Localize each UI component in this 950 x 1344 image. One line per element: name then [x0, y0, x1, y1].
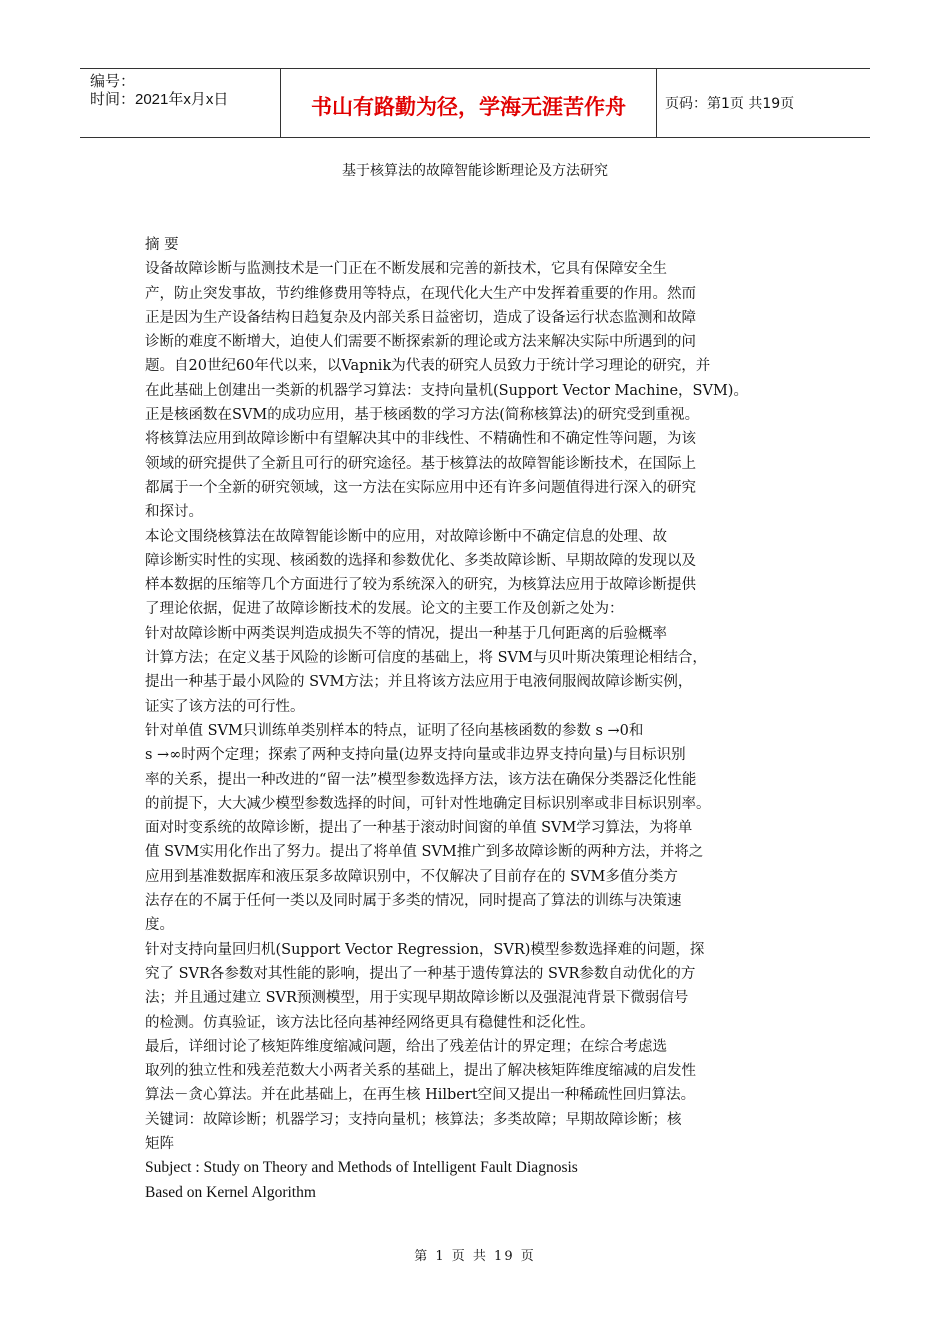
- body-line: 题。自20世纪60年代以来，以Vapnik为代表的研究人员致力于统计学习理论的研究，并: [145, 358, 711, 375]
- body-line: 最后，详细讨论了核矩阵维度缩减问题，给出了残差估计的界定理；在综合考虑选: [145, 1038, 667, 1055]
- abstract-heading: 摘 要: [145, 237, 179, 253]
- body-line: 样本数据的压缩等几个方面进行了较为系统深入的研究，为核算法应用于故障诊断提供: [145, 577, 696, 594]
- header-divider-right: [656, 69, 657, 137]
- body-line: 法；并且通过建立 SVR预测模型，用于实现早期故障诊断以及强混沌背景下微弱信号: [145, 990, 689, 1007]
- document-title: 基于核算法的故障智能诊断理论及方法研究: [342, 163, 608, 179]
- keywords-line: 矩阵: [145, 1135, 174, 1152]
- body-line: 算法－贪心算法。并在此基础上，在再生核 Hilbert空间又提出一种稀疏性回归算法。: [145, 1087, 696, 1104]
- body-line: 率的关系，提出一种改进的“留一法”模型参数选择方法，该方法在确保分类器泛化性能: [145, 771, 697, 788]
- body-line: 和探讨。: [145, 504, 203, 521]
- body-line: 证实了该方法的可行性。: [145, 698, 305, 715]
- body-line: 的检测。仿真验证，该方法比径向基神经网络更具有稳健性和泛化性。: [145, 1014, 595, 1031]
- keywords-line: 关键词：故障诊断；机器学习；支持向量机；核算法；多类故障；早期故障诊断；核: [145, 1111, 682, 1128]
- body-line: 正是因为生产设备结构日趋复杂及内部关系日益密切，造成了设备运行状态监测和故障: [145, 309, 696, 326]
- page-footer: 第 1 页 共 19 页: [414, 1249, 536, 1264]
- body-line: 正是核函数在SVM的成功应用，基于核函数的学习方法(简称核算法)的研究受到重视。: [145, 407, 700, 424]
- body-line: 在此基础上创建出一类新的机器学习算法：支持向量机(Support Vector Machine，SVM)。: [145, 382, 748, 399]
- body-line: 障诊断实时性的实现、核函数的选择和参数优化、多类故障诊断、早期故障的发现以及: [145, 552, 696, 569]
- body-line: 法存在的不属于任何一类以及同时属于多类的情况，同时提高了算法的训练与决策速: [145, 893, 682, 910]
- body-line: 应用到基准数据库和液压泵多故障识别中，不仅解决了目前存在的 SVM多值分类方: [145, 868, 678, 885]
- body-line: 值 SVM实用化作出了努力。提出了将单值 SVM推广到多故障诊断的两种方法，并将之: [145, 844, 704, 861]
- body-line: 本论文围绕核算法在故障智能诊断中的应用，对故障诊断中不确定信息的处理、故: [145, 528, 667, 545]
- english-subject-line: Subject : Study on Theory and Methods of Intelligent Fault Diagnosis: [145, 1159, 578, 1177]
- body-line: 了理论依据，促进了故障诊断技术的发展。论文的主要工作及创新之处为：: [145, 601, 624, 618]
- body-line: 计算方法；在定义基于风险的诊断可信度的基础上，将 SVM与贝叶斯决策理论相结合，: [145, 650, 707, 667]
- page-header: [80, 68, 870, 138]
- body-line: 设备故障诊断与监测技术是一门正在不断发展和完善的新技术，它具有保障安全生: [145, 261, 667, 278]
- body-line: 都属于一个全新的研究领域，这一方法在实际应用中还有许多问题值得进行深入的研究: [145, 479, 696, 496]
- header-meta: [90, 73, 280, 109]
- body-line: 的前提下，大大减少模型参数选择的时间，可针对性地确定目标识别率或非目标识别率。: [145, 795, 711, 812]
- header-time: 时间：2021年x月x日: [90, 91, 229, 108]
- document-body: [145, 233, 810, 1205]
- body-line: 领域的研究提供了全新且可行的研究途径。基于核算法的故障智能诊断技术，在国际上: [145, 455, 696, 472]
- body-line: 产，防止突发事故，节约维修费用等特点，在现代化大生产中发挥着重要的作用。然而: [145, 285, 696, 302]
- header-motto: 书山有路勤为径，学海无涯苦作舟: [311, 95, 626, 119]
- body-line: s →∞时两个定理；探索了两种支持向量(边界支持向量或非边界支持向量)与目标识别: [145, 747, 686, 764]
- header-page-info: 页码：第1页 共19页: [665, 96, 795, 112]
- body-line: 取列的独立性和残差范数大小两者关系的基础上，提出了解决核矩阵维度缩减的启发性: [145, 1063, 696, 1080]
- body-line: 针对单值 SVM只训练单类别样本的特点，证明了径向基核函数的参数 s →0和: [145, 722, 644, 739]
- body-line: 面对时变系统的故障诊断，提出了一种基于滚动时间窗的单值 SVM学习算法，为将单: [145, 820, 693, 837]
- body-line: 诊断的难度不断增大，迫使人们需要不断探索新的理论或方法来解决实际中所遇到的问: [145, 334, 696, 351]
- english-subject-line: Based on Kernel Algorithm: [145, 1183, 316, 1201]
- body-line: 针对故障诊断中两类误判造成损失不等的情况，提出一种基于几何距离的后验概率: [145, 625, 667, 642]
- body-line: 提出一种基于最小风险的 SVM方法；并且将该方法应用于电液伺服阀故障诊断实例，: [145, 674, 693, 691]
- body-line: 针对支持向量回归机(Support Vector Regression，SVR)模型参数选择难的问题，探: [145, 941, 705, 958]
- body-line: 究了 SVR各参数对其性能的影响，提出了一种基于遗传算法的 SVR参数自动优化的方: [145, 965, 696, 982]
- body-line: 将核算法应用到故障诊断中有望解决其中的非线性、不精确性和不确定性等问题，为该: [145, 431, 696, 448]
- body-line: 度。: [145, 917, 174, 934]
- header-number: 编号：: [90, 73, 136, 90]
